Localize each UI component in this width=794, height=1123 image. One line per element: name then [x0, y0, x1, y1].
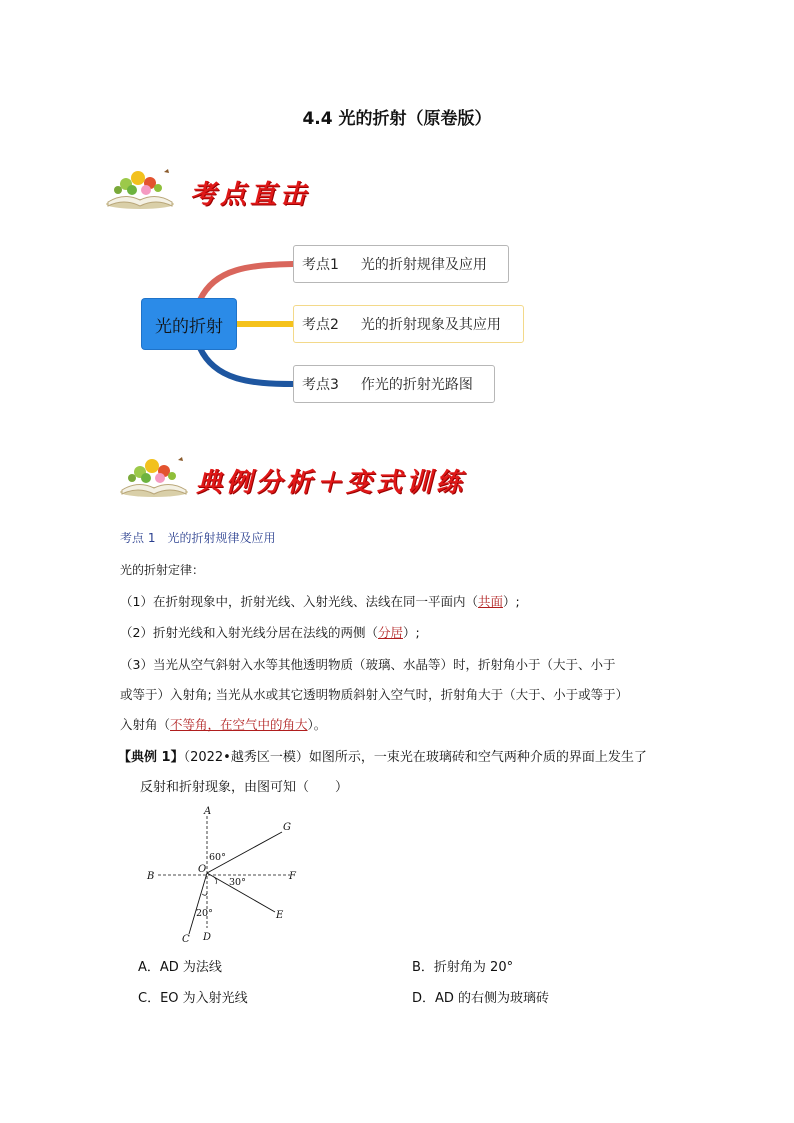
label-B: B — [147, 871, 155, 882]
rule-3-line-1: （3）当光从空气斜射入水等其他透明物质（玻璃、水晶等）时，折射角小于（大于、小于 — [120, 657, 616, 672]
rule-1: （1）在折射现象中，折射光线、入射光线、法线在同一平面内（共面）; — [120, 594, 520, 609]
page-title: 4.4 光的折射（原卷版） — [302, 109, 492, 129]
label-F: F — [289, 871, 296, 882]
kp-heading — [120, 528, 700, 549]
example-1-line-2: 反射和折射现象，由图可知（ ） — [140, 780, 349, 795]
option-c: C．EO 为入射光线 — [138, 991, 248, 1006]
label-30deg: 30° — [229, 877, 246, 888]
rule-3-line-3: 入射角（不等角，在空气中的角大）。 — [120, 717, 327, 732]
ray-OC — [189, 873, 207, 934]
mindmap-branch-2 — [293, 305, 524, 343]
rule-3-line-2: 或等于）入射角; 当光从水或其它透明物质斜射入空气时，折射角大于（大于、小于或等于） — [120, 687, 629, 702]
mindmap-connectors — [0, 0, 794, 420]
branch-text: 光的折射现象及其应用 — [360, 317, 501, 333]
example-source: （2022•越秀区一模） — [183, 750, 309, 765]
section-title-kaodian: 考点直击 — [190, 180, 311, 210]
branch-number: 考点3 — [302, 377, 339, 393]
angle-arc-20 — [202, 893, 207, 895]
rule-2: （2）折射光线和入射光线分居在法线的两侧（分居）; — [120, 625, 420, 640]
branch-number: 考点2 — [302, 317, 339, 333]
option-d: D．AD 的右侧为玻璃砖 — [412, 991, 550, 1006]
label-20deg: 20° — [196, 908, 213, 919]
connector-branch-1 — [200, 264, 293, 300]
option-b: B．折射角为 20° — [412, 960, 514, 975]
branch-number: 考点1 — [302, 257, 339, 273]
connector-branch-3 — [200, 348, 293, 384]
refraction-diagram — [140, 800, 310, 950]
section-title-dianli: 典例分析＋变式训练 — [196, 468, 467, 498]
label-D: D — [203, 932, 212, 943]
label-E: E — [276, 910, 284, 921]
mindmap-branch-3 — [293, 365, 495, 403]
kp-number: 考点 1 — [120, 531, 156, 545]
example-1-line-1: 【典例 1】（2022•越秀区一模）如图所示，一束光在玻璃砖和空气两种介质的界面上发生了 — [118, 750, 647, 765]
mindmap-branch-1 — [293, 245, 509, 283]
label-C: C — [182, 934, 190, 945]
section-banner-dianli — [118, 454, 498, 504]
answer-fenju: 分居 — [377, 625, 403, 640]
label-G: G — [283, 822, 291, 833]
branch-text: 作光的折射光路图 — [360, 377, 473, 393]
label-60deg: 60° — [209, 852, 226, 863]
book-flower-icon — [118, 454, 190, 498]
answer-budengjiao: 不等角，在空气中的角大 — [170, 717, 308, 732]
mindmap-center-node: 光的折射 — [142, 299, 236, 349]
kp-title: 光的折射规律及应用 — [167, 531, 276, 545]
branch-text: 光的折射规律及应用 — [360, 257, 487, 273]
example-label: 【典例 1】 — [118, 750, 184, 765]
label-A: A — [204, 806, 212, 817]
option-a: A．AD 为法线 — [138, 960, 222, 975]
law-title: 光的折射定律： — [120, 563, 205, 577]
answer-gongmian: 共面 — [477, 594, 503, 609]
label-O: O — [198, 864, 207, 875]
